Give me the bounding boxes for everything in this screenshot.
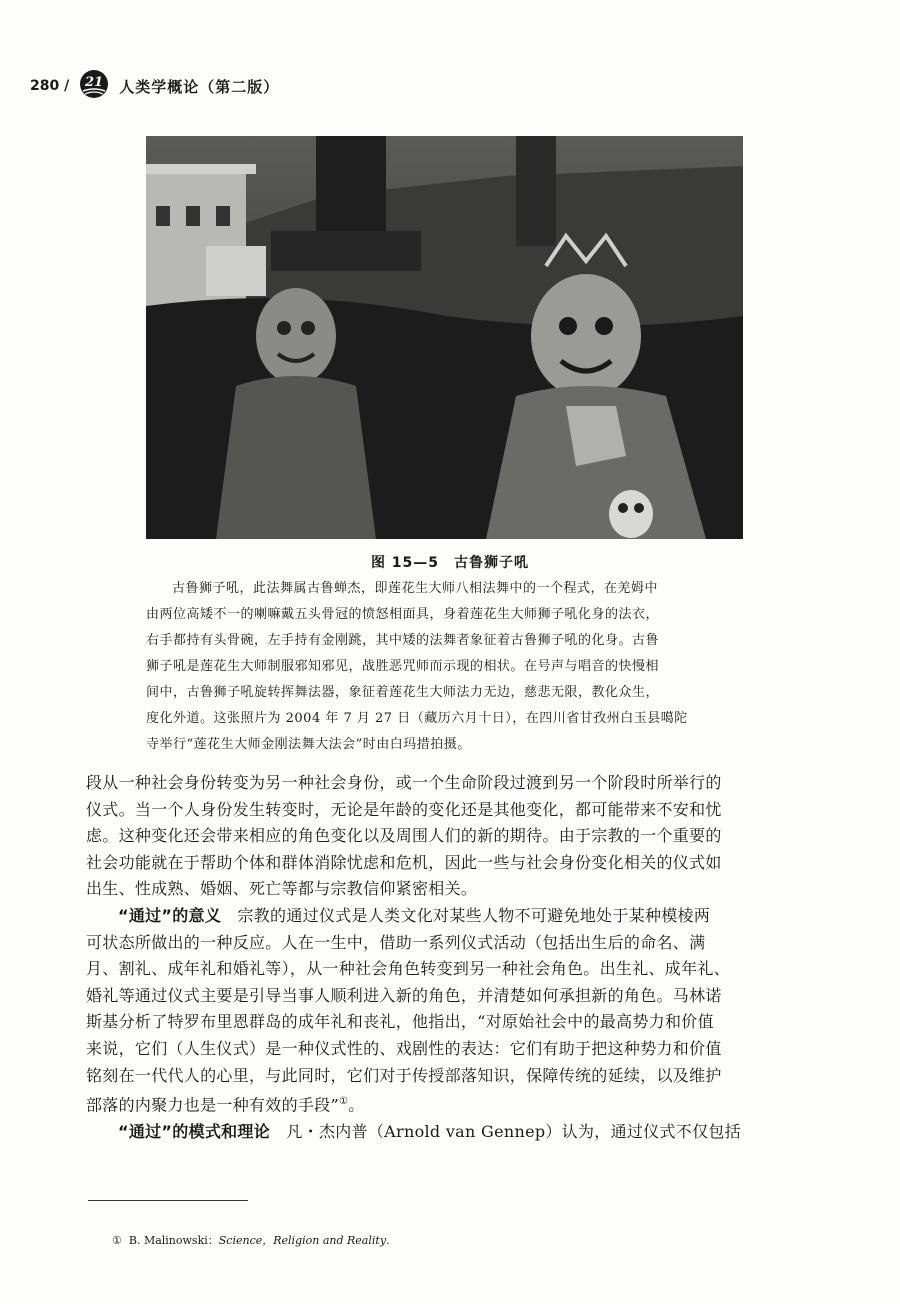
paragraph-line: 婚礼等通过仪式主要是引导当事人顺利进入新的角色，并清楚如何承担新的角色。马林诺 (86, 985, 722, 1005)
paragraph-line (86, 903, 816, 930)
paragraph-line (86, 1119, 816, 1146)
paragraph-line: 来说，它们（人生仪式）是一种仪式性的、戏剧性的表达：它们有助于把这种势力和价值 (86, 1038, 722, 1058)
paragraph-text: 部落的内聚力也是一种有效的手段” (86, 1095, 339, 1115)
paragraph-line: 虑。这种变化还会带来相应的角色变化以及周围人们的新的期待。由于宗教的一个重要的 (86, 826, 722, 846)
paragraph-text: 凡・杰内普（Arnold van Gennep）认为，通过仪式不仅包括 (286, 1122, 741, 1142)
caption-line: 间中，古鲁狮子吼旋转挥舞法器，象征着莲花生大师法力无边，慈悲无限，教化众生， (146, 685, 660, 700)
paragraph-line: 仪式。当一个人身份发生转变时，无论是年龄的变化还是其他变化，都可能带来不安和忧 (86, 799, 722, 819)
paragraph-line: 铭刻在一代代人的心里，与此同时，它们对于传授部落知识，保障传统的延续，以及维护 (86, 1065, 722, 1085)
footnote-divider (88, 1200, 248, 1201)
paragraph-line: 月、割礼、成年礼和婚礼等），从一种社会角色转变到另一种社会角色。出生礼、成年礼、 (86, 959, 731, 979)
footnote-end: . (386, 1234, 390, 1247)
logo-text: 21 (85, 75, 104, 90)
paragraph-line: 可状态所做出的一种反应。人在一生中，借助一系列仪式活动（包括出生后的命名、满 (86, 932, 706, 952)
footnote-marker: ① (112, 1234, 122, 1247)
figure-title: 图 15—5 古鲁狮子吼 (370, 555, 530, 571)
body-text (86, 770, 816, 1146)
caption-line: 由两位高矮不一的喇嘛戴五头骨冠的愤怒相面具，身着莲花生大师狮子吼化身的法衣， (146, 607, 660, 622)
book-title: 人类学概论（第二版） (119, 77, 280, 96)
caption-line: 狮子吼是莲花生大师制服邪知邪见，战胜恶咒师而示现的相状。在号声与唱音的快慢相 (146, 659, 660, 674)
caption-line: 度化外道。这张照片为 2004 年 7 月 27 日（藏历六月十日），在四川省甘孜州白玉县噶陀 (146, 711, 688, 726)
figure-caption (146, 576, 746, 758)
paragraph-line: 社会功能就在于帮助个体和群体消除忧虑和危机，因此一些与社会身份变化相关的仪式如 (86, 852, 722, 872)
paragraph-line: 斯基分析了特罗布里恩群岛的成年礼和丧礼，他指出，“对原始社会中的最高势力和价值 (86, 1012, 714, 1032)
paragraph-text: 宗教的通过仪式是人类文化对某些人物不可避免地处于某种模棱两 (237, 905, 711, 925)
page-header (30, 66, 430, 106)
footnote (112, 1232, 390, 1248)
publisher-logo-icon (77, 69, 111, 103)
caption-line: 寺举行“莲花生大师金刚法舞大法会”时由白玛措拍摄。 (146, 737, 471, 752)
footnote-title: Science，Religion and Reality (218, 1234, 387, 1247)
caption-line: 右手都持有头骨碗，左手持有金刚跳，其中矮的法舞者象征着古鲁狮子吼的化身。古鲁 (146, 633, 660, 648)
figure-photo (146, 136, 743, 539)
paragraph-line: 出生、性成熟、婚姻、死亡等都与宗教信仰紧密相关。 (86, 879, 478, 899)
section-heading: “通过”的意义 (118, 905, 222, 925)
footnote-ref: ① (338, 1096, 349, 1108)
footnote-author: B. Malinowski： (128, 1234, 219, 1247)
paragraph-line: 部落的内聚力也是一种有效的手段”①。 (86, 1095, 365, 1115)
page-number: 280 / (30, 78, 70, 94)
caption-line: 古鲁狮子吼，此法舞属古鲁蝉杰，即莲花生大师八相法舞中的一个程式，在羌姆中 (172, 581, 659, 596)
section-heading: “通过”的模式和理论 (118, 1122, 271, 1142)
paragraph-line: 段从一种社会身份转变为另一种社会身份，或一个生命阶段过渡到另一个阶段时所举行的 (86, 773, 722, 792)
